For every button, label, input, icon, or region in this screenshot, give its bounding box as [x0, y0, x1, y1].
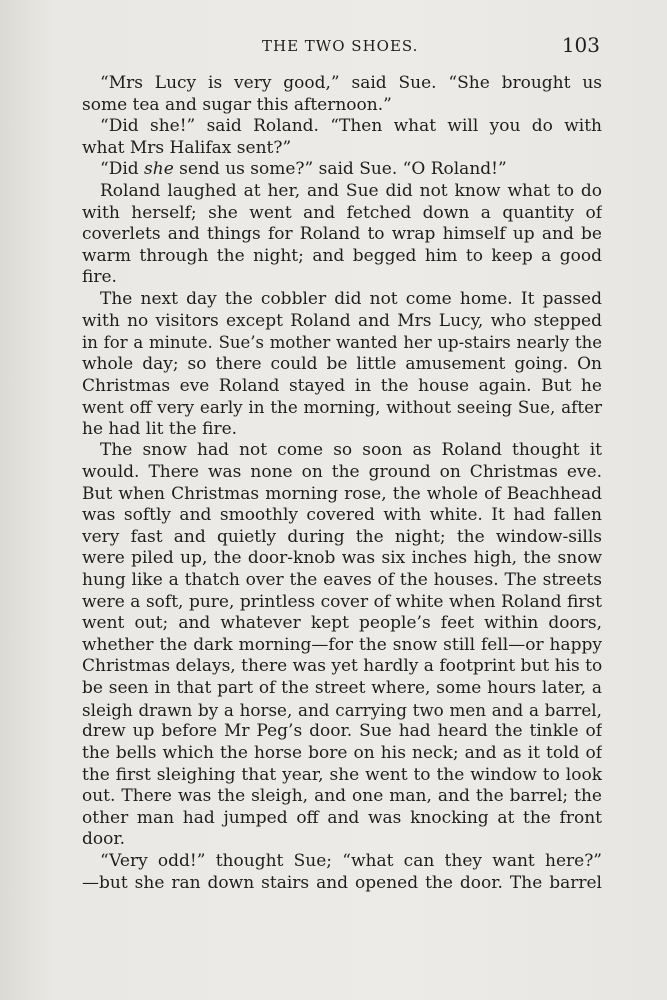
- text-line: went out; and whatever kept people’s feet within doors,: [82, 613, 602, 634]
- text-line: he had lit the fire.: [82, 418, 238, 439]
- text-line: whole day; so there could be little amusement going. On: [82, 353, 602, 374]
- text-line: warm through the night; and begged him to keep a good: [82, 245, 602, 266]
- text-line: was softly and smoothly covered with white. It had fallen: [82, 505, 602, 526]
- text-line: hung like a thatch over the eaves of the houses. The streets: [82, 570, 602, 591]
- text-line: But when Christmas morning rose, the whole of Beachhead: [82, 483, 602, 504]
- text-line: whether the dark morning—for the snow still fell—or happy: [82, 634, 602, 655]
- text-line: be seen in that part of the street where, some hours later, a: [82, 678, 602, 699]
- running-title: THE TWO SHOES.: [262, 37, 419, 55]
- text-line: very fast and quietly during the night; the window-sills: [82, 526, 602, 547]
- text-line: “Mrs Lucy is very good,” said Sue. “She brought us: [100, 73, 602, 93]
- text-line: what Mrs Halifax sent?”: [82, 137, 292, 158]
- text-line: —but she ran down stairs and opened the door. The barrel: [82, 872, 602, 893]
- page-number: 103: [561, 33, 600, 57]
- text-line: fire.: [82, 267, 117, 288]
- body-text: [82, 73, 602, 894]
- text-line: were piled up, the door-knob was six inches high, the snow: [82, 548, 602, 569]
- text-line: were a soft, pure, printless cover of white when Roland first: [82, 591, 602, 612]
- text-line: door.: [82, 829, 126, 850]
- text-line: Christmas delays, there was yet hardly a footprint but his to: [82, 656, 602, 677]
- text-line: Roland laughed at her, and Sue did not know what to do: [100, 181, 602, 202]
- text-line: drew up before Mr Peg’s door. Sue had heard the tinkle of: [82, 721, 602, 742]
- text-line: out. There was the sleigh, and one man, and the barrel; the: [82, 786, 602, 807]
- text-line: The snow had not come so soon as Roland thought it: [100, 440, 602, 461]
- text-line: with no visitors except Roland and Mrs Lucy, who stepped: [82, 310, 602, 331]
- text-line: “Did she!” said Roland. “Then what will you do with: [100, 116, 602, 137]
- page-header: [82, 34, 602, 58]
- text-line: sleigh drawn by a horse, and carrying two men and a barrel,: [82, 699, 602, 720]
- text-line: the bells which the horse bore on his neck; and as it told of: [82, 742, 602, 763]
- text-line: some tea and sugar this afternoon.”: [82, 94, 392, 115]
- text-line: in for a minute. Sue’s mother wanted her up-stairs nearly the: [82, 333, 602, 353]
- text-line: “Very odd!” thought Sue; “what can they want here?”: [100, 850, 602, 871]
- text-line: Christmas eve Roland stayed in the house again. But he: [82, 375, 602, 396]
- text-line: the first sleighing that year, she went to the window to look: [82, 764, 602, 785]
- text-line: with herself; she went and fetched down a quantity of: [82, 202, 602, 223]
- text-line: other man had jumped off and was knocking at the front: [82, 807, 602, 828]
- text-line: would. There was none on the ground on Christmas eve.: [82, 461, 602, 482]
- text-line: “Did she send us some?” said Sue. “O Roland!”: [100, 159, 507, 180]
- text-line: coverlets and things for Roland to wrap himself up and be: [82, 224, 602, 245]
- text-line: went off very early in the morning, without seeing Sue, after: [82, 397, 602, 418]
- text-line: The next day the cobbler did not come home. It passed: [100, 289, 602, 310]
